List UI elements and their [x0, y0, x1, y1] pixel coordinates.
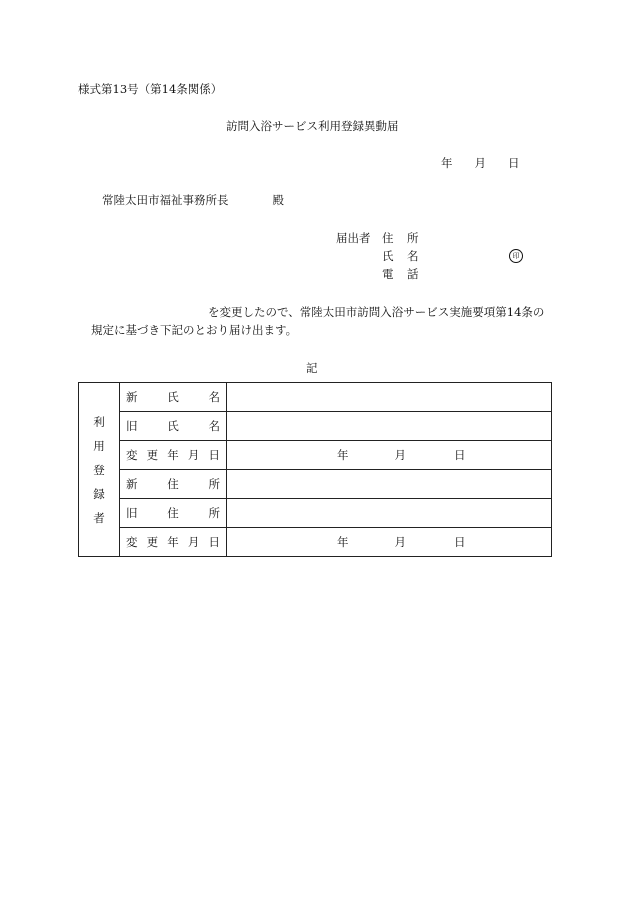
row-label-char: 年	[167, 535, 179, 549]
row-label-char: 月	[187, 448, 200, 462]
row-label-char: 更	[146, 535, 159, 549]
row-label-char: 氏	[167, 390, 179, 404]
table-row	[79, 499, 552, 528]
row-label-char: 新	[126, 477, 138, 491]
date-month: 月	[474, 156, 486, 170]
row-label	[120, 412, 227, 441]
value-field[interactable]	[227, 499, 552, 528]
row-label-char: 新	[126, 390, 138, 404]
date-unit: 年	[337, 535, 349, 549]
row-label-char: 所	[208, 506, 220, 520]
side-label-char: 者	[93, 510, 105, 525]
row-label-char: 名	[208, 419, 220, 433]
registration-table	[78, 382, 552, 557]
table-row	[79, 470, 552, 499]
ki-heading: 記	[306, 361, 318, 375]
submission-date	[441, 156, 520, 170]
document-title: 訪問入浴サービス利用登録異動届	[226, 119, 399, 133]
row-label	[120, 499, 227, 528]
applicant-label: 届出者	[336, 231, 371, 245]
applicant-address-field	[382, 231, 419, 245]
row-label	[120, 441, 227, 470]
table-row	[79, 528, 552, 557]
date-unit: 月	[394, 448, 406, 462]
recipient	[102, 193, 284, 207]
applicant-name-field	[382, 249, 419, 263]
row-label-char: 旧	[126, 506, 138, 520]
seal-mark: 印	[509, 249, 523, 263]
table-row	[79, 412, 552, 441]
body-text-line-2: 規定に基づき下記のとおり届け出ます。	[91, 323, 298, 337]
name-label-1: 氏	[382, 249, 394, 263]
row-label-char: 変	[126, 535, 138, 549]
row-label-char: 月	[187, 535, 200, 549]
change-date-field[interactable]	[227, 528, 552, 557]
address-label-2: 所	[407, 231, 419, 245]
recipient-honorific: 殿	[272, 193, 284, 207]
row-label-char: 所	[208, 477, 220, 491]
address-label-1: 住	[382, 231, 394, 245]
row-label-char: 名	[208, 390, 220, 404]
table-row	[79, 441, 552, 470]
date-unit: 年	[337, 448, 349, 462]
value-field[interactable]	[227, 412, 552, 441]
date-unit: 月	[394, 535, 406, 549]
phone-label-2: 話	[407, 267, 419, 281]
applicant-phone-field	[382, 267, 419, 281]
table-row	[79, 383, 552, 412]
row-label-char: 更	[146, 448, 159, 462]
row-label-char: 住	[167, 477, 179, 491]
side-label-char: 利	[93, 414, 105, 429]
row-label	[120, 528, 227, 557]
row-label-char: 氏	[167, 419, 179, 433]
body-text-line-1: を変更したので、常陸太田市訪問入浴サービス実施要項第14条の	[208, 305, 545, 319]
row-label-char: 旧	[126, 419, 138, 433]
row-label	[120, 470, 227, 499]
row-label-char: 日	[208, 448, 220, 462]
row-label-char: 変	[126, 448, 138, 462]
row-label	[120, 383, 227, 412]
recipient-name: 常陸太田市福祉事務所長	[102, 193, 229, 207]
date-unit: 日	[454, 535, 466, 549]
date-unit: 日	[454, 448, 466, 462]
phone-label-1: 電	[382, 267, 394, 281]
side-label-char: 用	[93, 438, 105, 453]
registrant-side-label	[79, 383, 120, 557]
row-label-char: 住	[167, 506, 179, 520]
side-label-char: 録	[93, 486, 105, 501]
date-year: 年	[441, 156, 453, 170]
form-number: 様式第13号（第14条関係）	[78, 82, 223, 96]
value-field[interactable]	[227, 383, 552, 412]
row-label-char: 日	[208, 535, 220, 549]
name-label-2: 名	[407, 249, 419, 263]
side-label-char: 登	[93, 462, 105, 477]
change-date-field[interactable]	[227, 441, 552, 470]
row-label-char: 年	[167, 448, 179, 462]
value-field[interactable]	[227, 470, 552, 499]
date-day: 日	[508, 156, 520, 170]
